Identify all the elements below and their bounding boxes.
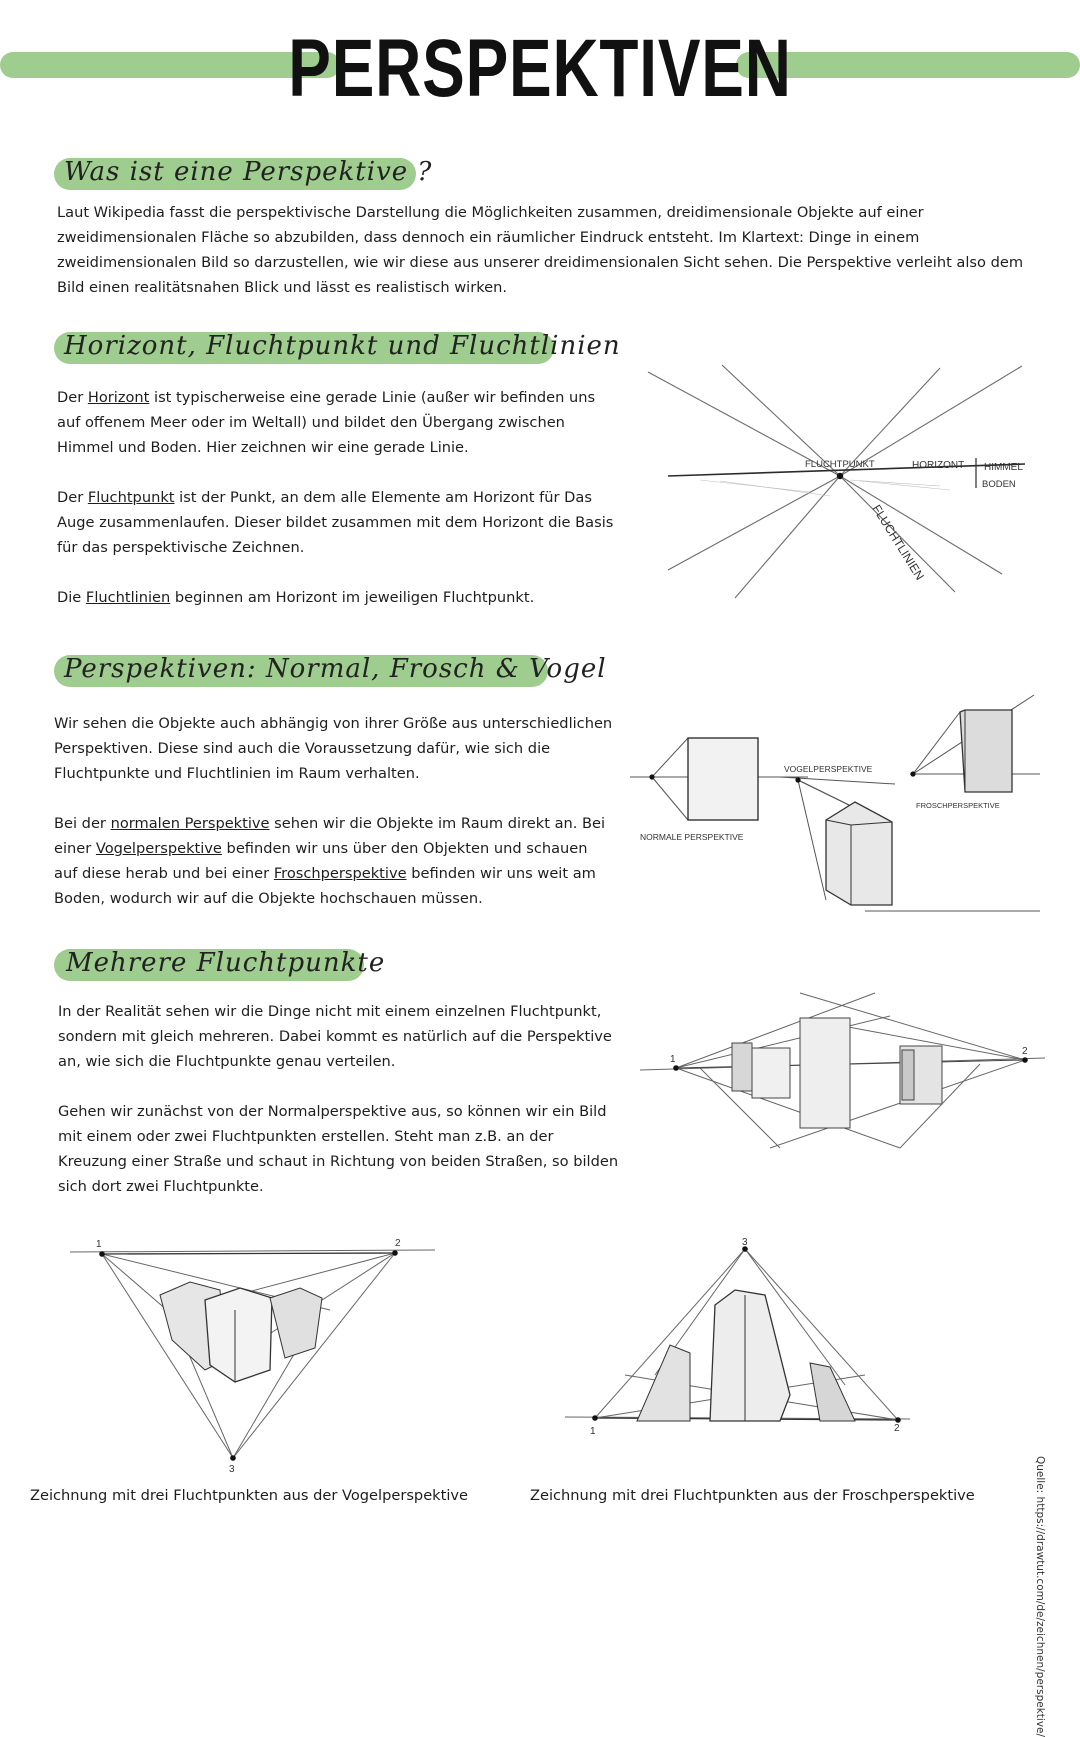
horizon-paragraphs <box>57 385 617 610</box>
intro-text: Laut Wikipedia fasst die perspektivische Darstellung die Möglichkeiten zusammen, dreidimensionale Objekte auf einer zweidimensionalen Fläche so abzubilden, dass dennoch ein räumlicher Eindruck entsteht. Im Klartext: Dinge in einem zweidimensionalen Bild so darzustellen, wie wir diese aus unserer dreidimensionalen Sicht sehen. Die Perspektive verleiht also dem Bild einen realitätsnahen Blick und lässt es realistisch wirken. <box>57 204 1024 296</box>
term-normal: normalen Perspektive <box>110 815 270 832</box>
multiple-paragraphs <box>58 999 623 1199</box>
term-horizont: Horizont <box>87 389 150 406</box>
point-label-2: 2 <box>395 1238 401 1249</box>
label-fluchtpunkt: FLUCHTPUNKT <box>805 459 875 470</box>
label-himmel: HIMMEL <box>984 462 1023 473</box>
horizon-p3: Die Fluchtlinien beginnen am Horizont im jeweiligen Fluchtpunkt. <box>57 589 535 606</box>
caption-bird: Zeichnung mit drei Fluchtpunkten aus der Vogelperspektive <box>30 1487 469 1504</box>
horizon-p1: Der Horizont ist typischerweise eine gerade Linie (außer wir befinden uns auf offenem Meer oder im Weltall) und bildet den Übergang zwischen Himmel und Boden. Hier zeichnen wir eine gerade Linie. <box>57 389 596 456</box>
section-heading-multiple: Mehrere Fluchtpunkte <box>66 948 386 978</box>
point-label-3: 3 <box>742 1237 748 1248</box>
section-heading-perspectives: Perspektiven: Normal, Frosch & Vogel <box>64 654 607 684</box>
point-label-2: 2 <box>894 1423 900 1434</box>
label-fluchtlinien: FLUCHTLINIEN <box>869 502 927 583</box>
point-label-1: 1 <box>670 1054 676 1065</box>
horizon-p2: Der Fluchtpunkt ist der Punkt, an dem alle Elemente am Horizont für Das Auge zusammenlaufen. Dieser bildet zusammen mit dem Horizont die Basis für das perspektivische Zeichnen. <box>57 489 614 556</box>
perspectives-p1: Wir sehen die Objekte auch abhängig von ihrer Größe aus unterschiedlichen Perspektiven. Diese sind auch die Voraussetzung dafür, wie sich die Fluchtpunkte und Fluchtlinien im Raum verhalten. <box>54 715 613 782</box>
label-horizont: HORIZONT <box>912 460 965 471</box>
term-vogel: Vogelperspektive <box>95 840 222 857</box>
intro-paragraph <box>57 200 1042 300</box>
term-fluchtlinien: Fluchtlinien <box>85 589 171 606</box>
multiple-p2: Gehen wir zunächst von der Normalperspektive aus, so können wir ein Bild mit einem oder zwei Fluchtpunkten erstellen. Steht man z.B. an der Kreuzung einer Straße und schaut in Richtung von beiden Straßen, so bilden sich dort zwei Fluchtpunkte. <box>58 1103 619 1195</box>
section-heading-intro: Was ist eine Perspektive ? <box>64 157 433 187</box>
multiple-p1: In der Realität sehen wir die Dinge nicht mit einem einzelnen Fluchtpunkt, sondern mit gleich mehreren. Dabei kommt es natürlich auf die Perspektive an, wie sich die Fluchtpunkte genau verteilen. <box>58 1003 612 1070</box>
perspectives-p2: Bei der normalen Perspektive sehen wir die Objekte im Raum direkt an. Bei einer Vogelperspektive befinden wir uns über den Objekten und schauen auf diese herab und bei einer Froschperspektive befinden wir uns weit am Boden, wodurch wir auf die Objekte hochschauen müssen. <box>54 815 606 907</box>
label-boden: BODEN <box>982 479 1016 490</box>
point-label-1: 1 <box>590 1426 596 1437</box>
horizon-vanishing-point-sketch <box>640 360 1050 605</box>
label-frosch: FROSCHPERSPEKTIVE <box>916 801 1000 810</box>
point-label-2: 2 <box>1022 1046 1028 1057</box>
label-normal: NORMALE PERSPEKTIVE <box>640 832 744 842</box>
two-point-perspective-sketch <box>640 988 1045 1158</box>
point-label-3: 3 <box>229 1464 235 1475</box>
perspectives-paragraphs <box>54 711 614 911</box>
term-fluchtpunkt: Fluchtpunkt <box>87 489 175 506</box>
three-perspectives-sketch <box>630 690 1040 920</box>
point-label-1: 1 <box>96 1239 102 1250</box>
label-vogel: VOGELPERSPEKTIVE <box>784 764 873 774</box>
term-frosch: Froschperspektive <box>273 865 407 882</box>
page-title: PERSPEKTIVEN <box>288 23 792 114</box>
source-note: Quelle: https://drawtut.com/de/zeichnen/perspektive/ <box>1034 1456 1046 1737</box>
section-heading-horizon: Horizont, Fluchtpunkt und Fluchtlinien <box>64 331 621 361</box>
three-point-frog-sketch <box>565 1235 910 1440</box>
three-point-bird-sketch <box>60 1230 445 1475</box>
caption-frog: Zeichnung mit drei Fluchtpunkten aus der Froschperspektive <box>530 1487 975 1504</box>
